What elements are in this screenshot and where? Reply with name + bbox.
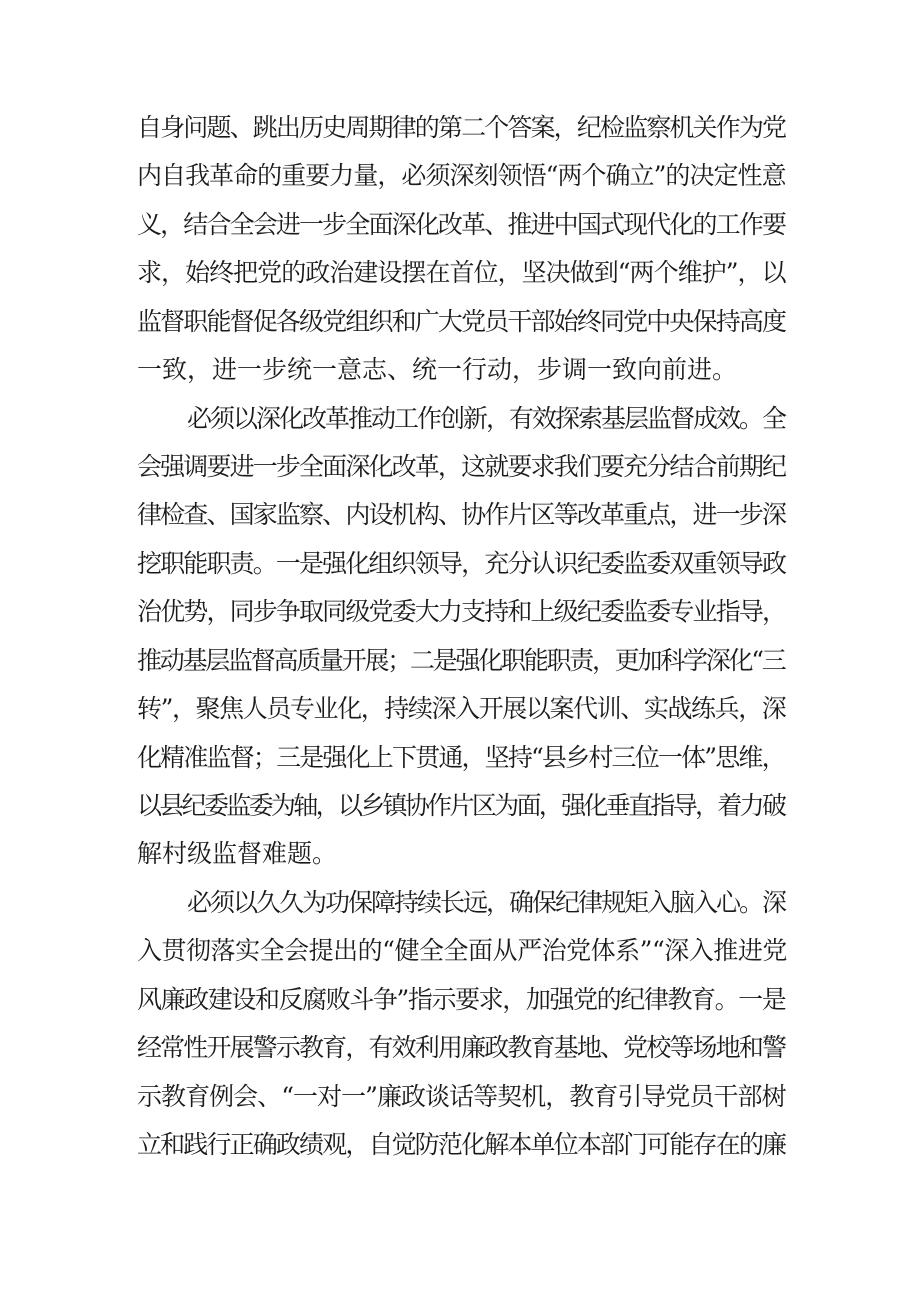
text-line: 以县纪委监委为轴，以乡镇协作片区为面，强化垂直指导，着力破 xyxy=(137,791,785,821)
text-line: 监督职能督促各级党组织和广大党员干部始终同党中央保持高度 xyxy=(137,306,786,336)
text-line: 治优势，同步争取同级党委大力支持和上级纪委监委专业指导， xyxy=(137,597,786,627)
text-line: 自身问题、跳出历史周期律的第二个答案，纪检监察机关作为党 xyxy=(137,113,786,142)
text-line: 求，始终把党的政治建设摆在首位，坚决做到“两个维护”，以 xyxy=(137,258,786,288)
text-line: 经常性开展警示教育，有效利用廉政教育基地、党校等场地和警 xyxy=(137,1033,786,1063)
text-line: 挖职能职责。一是强化组织领导，充分认识纪委监委双重领导政 xyxy=(137,548,786,578)
text-line: 推动基层监督高质量开展；二是强化职能职责，更加科学深化“三 xyxy=(137,645,785,675)
text-line: 转”，聚焦人员专业化，持续深入开展以案代训、实战练兵，深 xyxy=(137,694,786,724)
text-line: 示教育例会、“一对一”廉政谈话等契机，教育引导党员干部树 xyxy=(137,1081,786,1111)
text-line: 解村级监督难题。 xyxy=(137,839,338,869)
text-line: 入贯彻落实全会提出的“健全全面从严治党体系”“深入推进党 xyxy=(137,936,787,966)
text-line: 风廉政建设和反腐败斗争”指示要求，加强党的纪律教育。一是 xyxy=(137,984,786,1014)
text-line: 一致，进一步统一意志、统一行动，步调一致向前进。 xyxy=(137,355,738,385)
text-line: 律检查、国家监察、内设机构、协作片区等改革重点，进一步深 xyxy=(137,500,786,530)
paragraph-first-line: 必须以深化改革推动工作创新，有效探索基层监督成效。全 xyxy=(187,403,786,433)
paragraph-first-line: 必须以久久为功保障持续长远，确保纪律规矩入脑入心。深 xyxy=(187,887,786,917)
text-line: 义，结合全会进一步全面深化改革、推进中国式现代化的工作要 xyxy=(137,209,786,239)
text-line: 会强调要进一步全面深化改革，这就要求我们要充分结合前期纪 xyxy=(137,452,786,481)
text-line: 化精准监督；三是强化上下贯通，坚持“县乡村三位一体”思维， xyxy=(137,742,785,772)
text-line: 内自我革命的重要力量，必须深刻领悟“两个确立”的决定性意 xyxy=(137,161,786,191)
text-line: 立和践行正确政绩观，自觉防范化解本单位本部门可能存在的廉 xyxy=(137,1130,786,1160)
